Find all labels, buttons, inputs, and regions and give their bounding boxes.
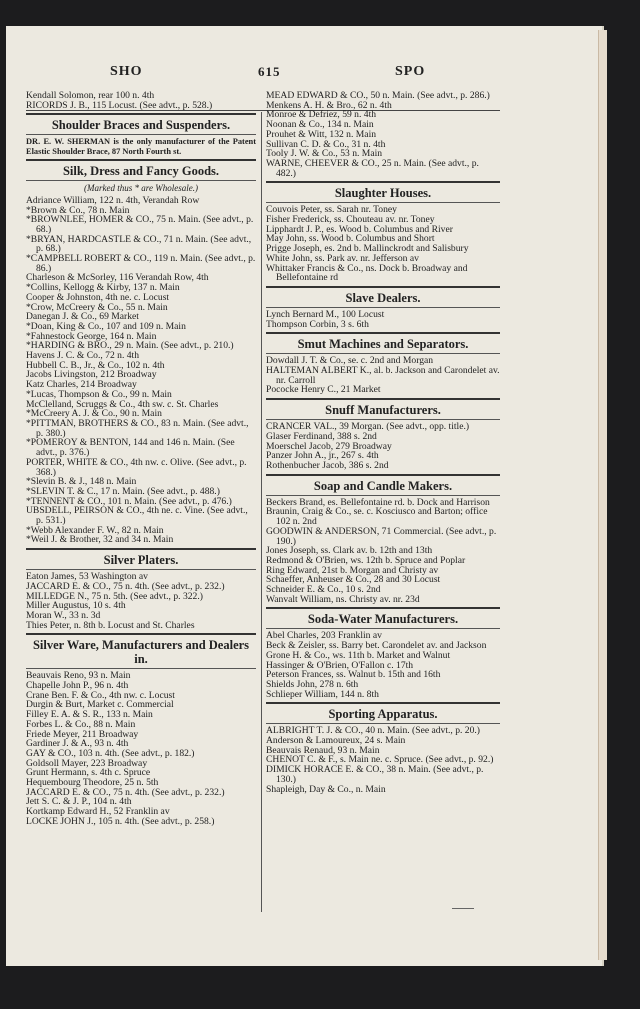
section-heading: Shoulder Braces and Suspenders. — [26, 113, 256, 135]
directory-entry: Grone H. & Co., ws. 11th b. Market and Walnut — [266, 649, 451, 661]
directory-entry: Redmond & O'Brien, ws. 12th b. Spruce and Poplar — [266, 554, 466, 566]
directory-entry: RICORDS J. B., 115 Locust. (See advt., p. 528.) — [26, 99, 213, 111]
directory-entry: Fisher Frederick, ss. Chouteau av. nr. Toney — [266, 214, 435, 226]
section-heading: Silk, Dress and Fancy Goods. — [26, 159, 256, 181]
running-head-left: SHO — [110, 64, 143, 79]
directory-entry: *SLEVIN T. & C., 17 n. Main. (See advt., p. 488.) — [26, 485, 220, 497]
directory-entry: Gardiner J. & A., 93 n. 4th — [26, 738, 129, 750]
directory-entry: Sullivan C. D. & Co., 31 n. 4th — [266, 138, 386, 150]
section-heading: Smut Machines and Separators. — [266, 332, 500, 354]
directory-entry: Crane Ben. F. & Co., 4th nw. c. Locust — [26, 689, 175, 701]
directory-entry: Peterson Frances, ss. Walnut b. 15th and 16th — [266, 669, 441, 681]
section-heading: Slave Dealers. — [266, 286, 500, 308]
directory-entry: *BROWNLEE, HOMER & CO., 75 n. Main. (See advt., p. 68.) — [26, 214, 254, 235]
directory-entry: Shields John, 278 n. 6th — [266, 678, 359, 690]
directory-entry: Abel Charles, 203 Franklin av — [266, 630, 382, 642]
directory-entry: Couvois Peter, ss. Sarah nr. Toney — [266, 204, 397, 216]
directory-entry: Rothenbucher Jacob, 386 s. 2nd — [266, 459, 389, 471]
section-heading: Soap and Candle Makers. — [266, 474, 500, 496]
directory-entry: *McCreery A. J. & Co., 90 n. Main — [26, 408, 162, 420]
directory-entry: Prouhet & Witt, 132 n. Main — [266, 128, 377, 140]
directory-entry: Thies Peter, n. 8th b. Locust and St. Charles — [26, 619, 195, 631]
directory-entry: LOCKE JOHN J., 105 n. 4th. (See advt., p. 258.) — [26, 815, 215, 827]
directory-entry: Charleson & McSorley, 116 Verandah Row, 4th — [26, 272, 209, 284]
section-heading: Slaughter Houses. — [266, 181, 500, 203]
directory-entry: Hequembourg Theodore, 25 n. 5th — [26, 777, 159, 789]
page-number: 615 — [258, 64, 281, 79]
directory-entry: *Fahnestock George, 164 n. Main — [26, 330, 157, 342]
page-edge — [598, 30, 607, 960]
section-note: (Marked thus * are Wholesale.) — [84, 182, 198, 193]
directory-entry: Beck & Zeisler, ss. Barry bet. Carondelet av. and Jackson — [266, 640, 487, 652]
directory-entry: Pococke Henry C., 21 Market — [266, 384, 381, 396]
directory-entry: UBSDELL, PEIRSON & CO., 4th ne. c. Vine. (See advt., p. 531.) — [26, 505, 248, 527]
section-heading: Silver Platers. — [26, 548, 256, 570]
directory-entry: Beckers Brand, es. Bellefontaine rd. b. Dock and Harrison — [266, 496, 490, 508]
section-heading: Snuff Manufacturers. — [266, 398, 500, 420]
directory-entry: Anderson & Lamoureux, 24 s. Main — [266, 735, 406, 747]
directory-entry: DIMICK HORACE E. & CO., 38 n. Main. (See advt., p. 130.) — [266, 764, 484, 785]
directory-entry: Goldsoll Mayer, 223 Broadway — [26, 757, 148, 769]
directory-entry: *Weil J. & Brother, 32 and 34 n. Main — [26, 534, 174, 546]
directory-entry: Jett S. C. & J. P., 104 n. 4th — [26, 796, 132, 808]
directory-entry: *Slevin B. & J., 148 n. Main — [26, 476, 137, 488]
directory-entry: Thompson Corbin, 3 s. 6th — [266, 318, 369, 330]
directory-entry: Whittaker Francis & Co., ns. Dock b. Broadway and Bellefontaine rd — [266, 262, 468, 284]
section-heading: Soda-Water Manufacturers. — [266, 607, 500, 629]
directory-entry: *BRYAN, HARDCASTLE & CO., 71 n. Main. (See advt., p. 68.) — [26, 233, 252, 255]
running-head-right: SPO — [395, 64, 426, 79]
directory-entry: Eaton James, 53 Washington av — [26, 571, 148, 583]
directory-entry: Lipphardt J. P., es. Wood b. Columbus and River — [266, 223, 453, 235]
directory-entry: Jones Joseph, ss. Clark av. b. 12th and 13th — [266, 545, 433, 557]
directory-entry: Forbes L. & Co., 88 n. Main — [26, 718, 136, 730]
directory-entry: Glaser Ferdinand, 388 s. 2nd — [266, 430, 377, 442]
directory-entry: Hassinger & O'Brien, O'Fallon c. 17th — [266, 659, 414, 671]
directory-entry: Cooper & Johnston, 4th ne. c. Locust — [26, 291, 170, 303]
directory-entry: Schaeffer, Anheuser & Co., 28 and 30 Locust — [266, 574, 441, 586]
directory-entry: *PITTMAN, BROTHERS & CO., 83 n. Main. (See advt., p. 380.) — [26, 417, 249, 439]
directory-entry: GOODWIN & ANDERSON, 71 Commercial. (See advt., p. 190.) — [266, 525, 497, 547]
directory-entry: CHENOT C. & F., s. Main ne. c. Spruce. (See advt., p. 92.) — [266, 754, 494, 766]
directory-entry: *Webb Alexander F. W., 82 n. Main — [26, 524, 164, 536]
directory-entry: White John, ss. Park av. nr. Jefferson av — [266, 252, 419, 264]
directory-entry: McClelland, Scruggs & Co., 4th sw. c. St. Charles — [26, 398, 219, 410]
directory-entry: Braunin, Craig & Co., se. c. Kosciusco and Barton; office 102 n. 2nd — [266, 506, 488, 528]
directory-entry: *Brown & Co., 78 n. Main — [26, 204, 130, 216]
directory-entry: Monroe & Defriez, 59 n. 4th — [266, 109, 377, 121]
directory-entry: Moerschel Jacob, 279 Broadway — [266, 440, 392, 452]
directory-entry: Beauvais Reno, 93 n. Main — [26, 670, 131, 682]
left-column — [26, 91, 256, 827]
directory-entry: Grunt Hermann, s. 4th c. Spruce — [26, 767, 151, 779]
directory-entry: Moran W., 33 n. 3d — [26, 609, 101, 621]
directory-entry: Panzer John A., jr., 267 s. 4th — [266, 450, 379, 462]
directory-entry: *Lucas, Thompson & Co., 99 n. Main — [26, 388, 172, 400]
directory-entry: WARNE, CHEEVER & CO., 25 n. Main. (See advt., p. 482.) — [266, 157, 479, 179]
directory-entry: Danegan J. & Co., 69 Market — [26, 311, 139, 323]
directory-entry: Lynch Bernard M., 100 Locust — [266, 308, 385, 320]
right-column — [266, 91, 500, 794]
section-heading: Sporting Apparatus. — [266, 702, 500, 724]
directory-entry: *CAMPBELL ROBERT & CO., 119 n. Main. (See advt., p. 86.) — [26, 253, 256, 274]
directory-entry: JACCARD E. & CO., 75 n. 4th. (See advt., p. 232.) — [26, 580, 225, 592]
directory-entry: *Crow, McCreery & Co., 55 n. Main — [26, 301, 168, 313]
directory-entry: Jacobs Livingston, 212 Broadway — [26, 369, 157, 381]
directory-entry: MILLEDGE N., 75 n. 5th. (See advt., p. 322.) — [26, 590, 203, 602]
directory-entry: Schneider E. & Co., 10 s. 2nd — [266, 584, 381, 596]
directory-entry: Beauvais Renaud, 93 n. Main — [266, 744, 380, 756]
directory-entry: Miller Augustus, 10 s. 4th — [26, 600, 126, 612]
directory-entry: Menkens A. H. & Bro., 62 n. 4th — [266, 99, 392, 111]
directory-entry: Wanvalt William, ns. Christy av. nr. 23d — [266, 593, 420, 605]
directory-entry: Katz Charles, 214 Broadway — [26, 379, 137, 391]
directory-entry: *TENNENT & CO., 101 n. Main. (See advt., p. 476.) — [26, 495, 232, 507]
directory-entry: Dowdall J. T. & Co., se. c. 2nd and Morgan — [266, 355, 434, 367]
directory-entry: Filley E. A. & S. R., 133 n. Main — [26, 709, 153, 721]
directory-entry: Durgin & Burt, Market c. Commercial — [26, 699, 174, 711]
directory-entry: MEAD EDWARD & CO., 50 n. Main. (See advt., p. 286.) — [266, 90, 490, 101]
directory-entry: Friede Meyer, 211 Broadway — [26, 728, 139, 740]
directory-entry: Shapleigh, Day & Co., n. Main — [266, 783, 386, 795]
end-dash — [452, 908, 474, 909]
directory-entry: Havens J. C. & Co., 72 n. 4th — [26, 350, 139, 362]
directory-entry: ALBRIGHT T. J. & CO., 40 n. Main. (See advt., p. 20.) — [266, 725, 480, 737]
directory-entry: Kortkamp Edward H., 52 Franklin av — [26, 806, 170, 818]
advertisement-notice: DR. E. W. SHERMAN is the only manufacturer of the Patent Elastic Shoulder Brace, 87 North Fourth st. — [26, 137, 256, 156]
directory-entry: PORTER, WHITE & CO., 4th nw. c. Olive. (See advt., p. 368.) — [26, 456, 247, 478]
directory-entry: Hubbell C. B., Jr., & Co., 102 n. 4th — [26, 359, 165, 371]
directory-entry: *Doan, King & Co., 107 and 109 n. Main — [26, 320, 186, 332]
directory-entry: May John, ss. Wood b. Columbus and Short — [266, 233, 435, 245]
directory-entry: Prigge Joseph, es. 2nd b. Mallinckrodt and Salisbury — [266, 243, 469, 255]
directory-entry: JACCARD E. & CO., 75 n. 4th. (See advt., p. 232.) — [26, 786, 225, 798]
directory-entry: Ring Edward, 21st b. Morgan and Christy av — [266, 564, 439, 576]
directory-entry: HALTEMAN ALBERT K., al. b. Jackson and Carondelet av. nr. Carroll — [266, 365, 500, 386]
directory-entry: Noonan & Co., 134 n. Main — [266, 119, 374, 131]
directory-entry: Kendall Solomon, rear 100 n. 4th — [26, 90, 155, 101]
section-heading: Silver Ware, Manufacturers and Dealers in. — [26, 633, 256, 669]
directory-entry: CRANCER VAL., 39 Morgan. (See advt., opp. title.) — [266, 421, 470, 433]
directory-entry: Adriance William, 122 n. 4th, Verandah Row — [26, 194, 200, 206]
column-divider — [261, 112, 262, 912]
directory-entry: GAY & CO., 103 n. 4th. (See advt., p. 182.) — [26, 747, 195, 759]
directory-entry: *POMEROY & BENTON, 144 and 146 n. Main. (See advt., p. 376.) — [26, 437, 235, 459]
directory-entry: Tooly J. W. & Co., 53 n. Main — [266, 148, 383, 160]
directory-entry: Schlieper William, 144 n. 8th — [266, 688, 379, 700]
directory-entry: *HARDING & BRO., 29 n. Main. (See advt., p. 210.) — [26, 340, 234, 352]
directory-entry: Chapelle John P., 96 n. 4th — [26, 680, 129, 692]
directory-entry: *Collins, Kellogg & Kirby, 137 n. Main — [26, 282, 180, 294]
